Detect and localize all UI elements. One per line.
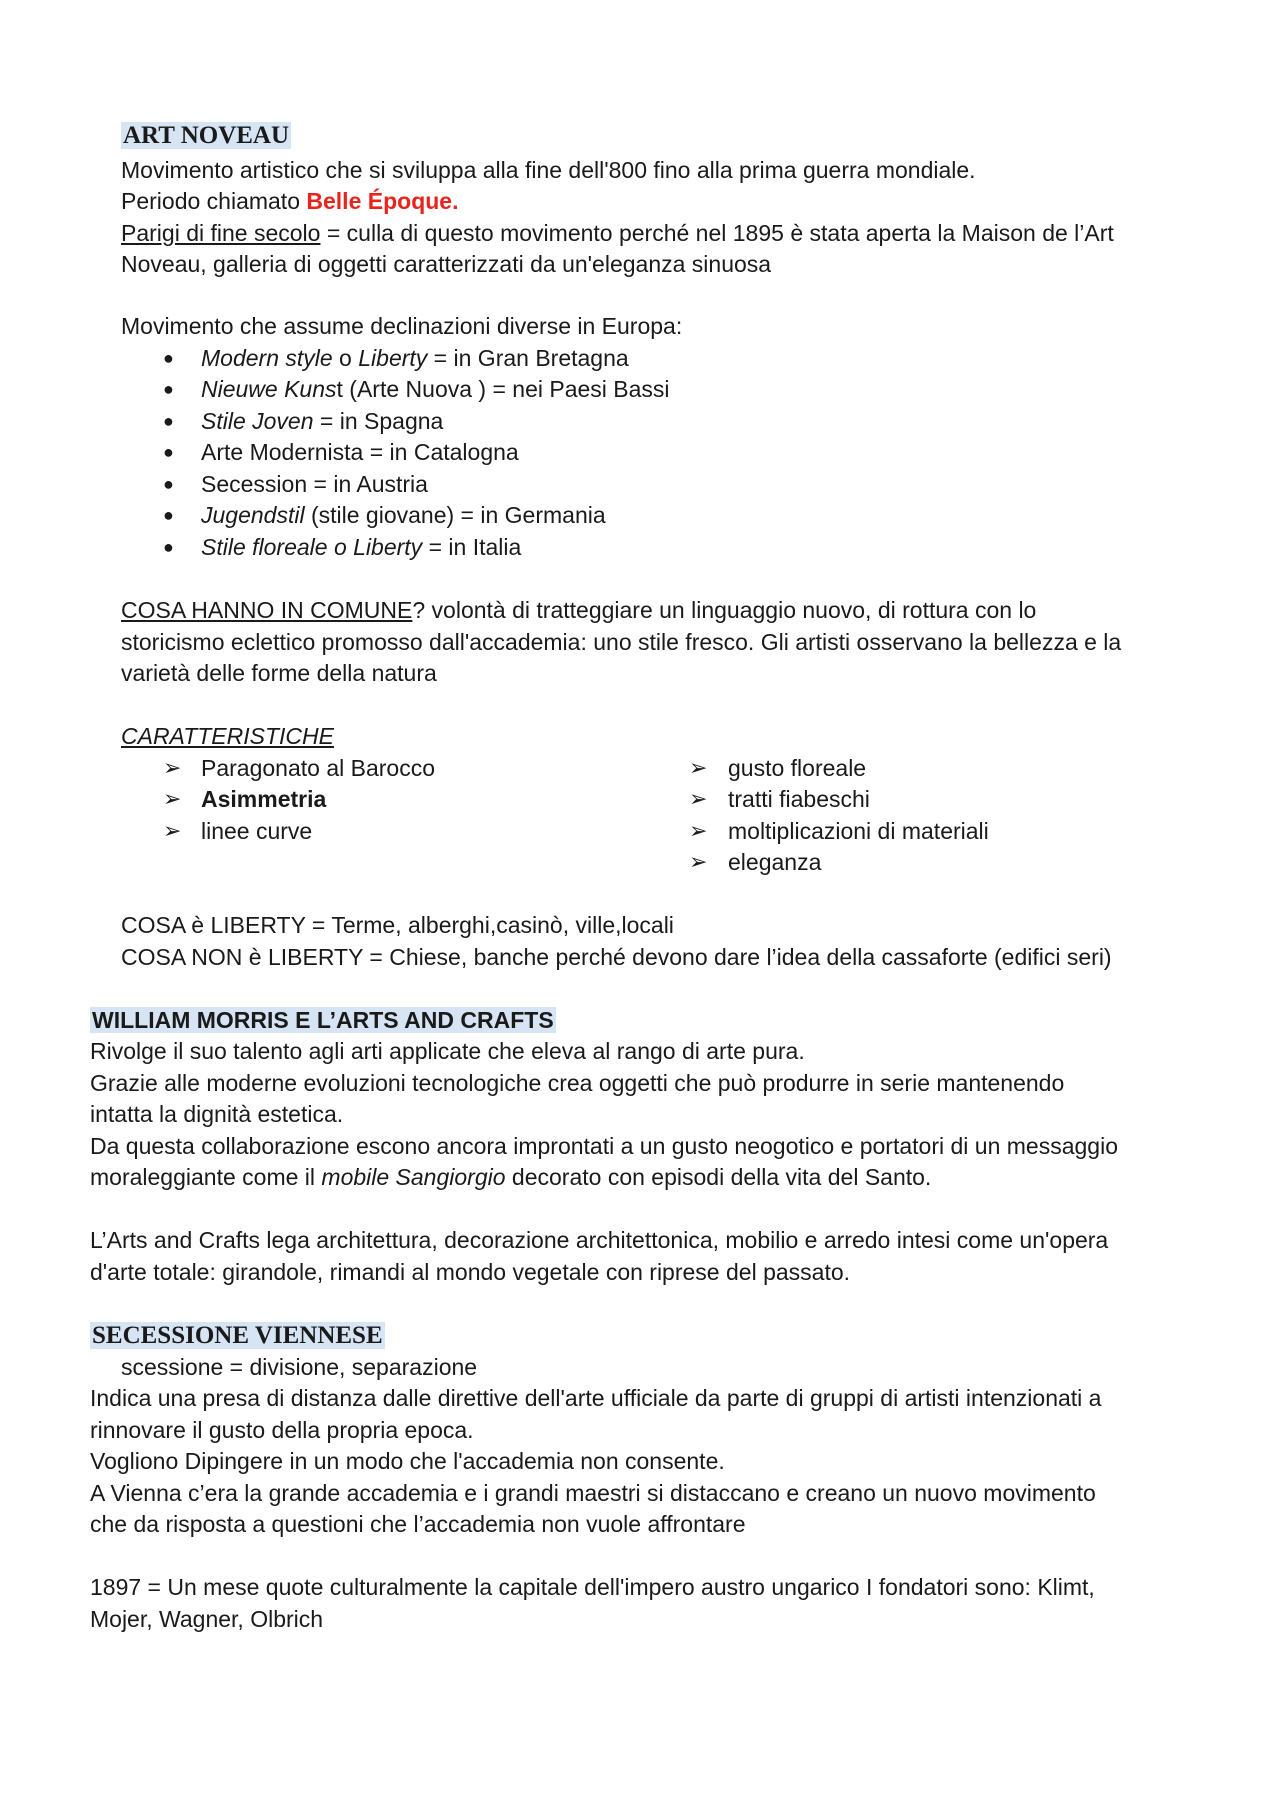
list-item: Jugendstil (stile giovane) = in Germania — [201, 502, 606, 528]
paragraph-line: Grazie alle moderne evoluzioni tecnologiche crea oggetti che può produrre in serie mantenendo — [90, 1070, 1065, 1096]
list-item: Nieuwe Kunst (Arte Nuova ) = nei Paesi Bassi — [201, 376, 670, 402]
paragraph-line: d'arte totale: girandole, rimandi al mondo vegetale con riprese del passato. — [90, 1259, 851, 1285]
list-item: Modern style o Liberty = in Gran Bretagna — [201, 345, 629, 371]
arrow-bullet-icon: ➢ — [689, 850, 708, 875]
subsection-label: CARATTERISTICHE — [121, 723, 334, 749]
arrow-bullet-icon: ➢ — [689, 756, 708, 781]
bullet-icon: ● — [163, 505, 174, 525]
paragraph-line: Mojer, Wagner, Olbrich — [90, 1606, 324, 1632]
bullet-icon: ● — [163, 411, 174, 431]
paragraph-line: COSA NON è LIBERTY = Chiese, banche perché devono dare l’idea della cassaforte (edifici seri) — [121, 944, 1112, 970]
section-title-morris: WILLIAM MORRIS E L’ARTS AND CRAFTS — [92, 1007, 554, 1033]
paragraph-line: varietà delle forme della natura — [121, 660, 437, 686]
list-item: Asimmetria — [201, 786, 327, 812]
paragraph-line: che da risposta a questioni che l’accademia non vuole affrontare — [90, 1511, 746, 1537]
bullet-icon: ● — [163, 348, 174, 368]
paragraph-line: Indica una presa di distanza dalle direttive dell'arte ufficiale da parte di gruppi di artisti intenzionati a — [90, 1385, 1102, 1411]
paragraph-line: Periodo chiamato Belle Époque. — [121, 188, 459, 214]
paragraph-line: Vogliono Dipingere in un modo che l'accademia non consente. — [90, 1448, 725, 1474]
list-item: gusto floreale — [728, 755, 867, 781]
paragraph-line: scessione = divisione, separazione — [121, 1354, 478, 1380]
underlined-term: COSA HANNO IN COMUNE — [121, 597, 413, 623]
paragraph-line: Parigi di fine secolo = culla di questo movimento perché nel 1895 è stata aperta la Maison de l’Art — [121, 220, 1114, 246]
list-item: Paragonato al Barocco — [201, 755, 435, 781]
list-item: Stile Joven = in Spagna — [201, 408, 444, 434]
arrow-bullet-icon: ➢ — [163, 787, 182, 812]
paragraph-line: 1897 = Un mese quote culturalmente la capitale dell'impero austro ungarico I fondatori sono: Klimt, — [90, 1574, 1095, 1600]
bullet-icon: ● — [163, 474, 174, 494]
paragraph-line: Movimento che assume declinazioni diverse in Europa: — [121, 313, 683, 339]
paragraph-line: storicismo eclettico promosso dall'accademia: uno stile fresco. Gli artisti osservano la bellezza e la — [121, 629, 1122, 655]
paragraph-line: L’Arts and Crafts lega architettura, decorazione architettonica, mobilio e arredo intesi come un'opera — [90, 1227, 1109, 1253]
paragraph-line: Rivolge il suo talento agli arti applicate che eleva al rango di arte pura. — [90, 1038, 805, 1064]
list-item: moltiplicazioni di materiali — [728, 818, 989, 844]
list-item: eleganza — [728, 849, 822, 875]
list-item: Secession = in Austria — [201, 471, 428, 497]
paragraph-line: COSA HANNO IN COMUNE? volontà di tratteggiare un linguaggio nuovo, di rottura con lo — [121, 597, 1037, 623]
arrow-bullet-icon: ➢ — [689, 787, 708, 812]
paragraph-line: intatta la dignità estetica. — [90, 1101, 344, 1127]
section-title-secessione: SECESSIONE VIENNESE — [92, 1322, 383, 1349]
underlined-term: Parigi di fine secolo — [121, 220, 321, 246]
paragraph-line: Da questa collaborazione escono ancora improntati a un gusto neogotico e portatori di un messaggio — [90, 1133, 1118, 1159]
list-item: tratti fiabeschi — [728, 786, 870, 812]
bullet-icon: ● — [163, 537, 174, 557]
section-title-art-noveau: ART NOVEAU — [123, 122, 290, 149]
highlighted-term: Belle Époque. — [306, 188, 459, 214]
arrow-bullet-icon: ➢ — [689, 819, 708, 844]
list-item: Arte Modernista = in Catalogna — [201, 439, 519, 465]
paragraph-line: moraleggiante come il mobile Sangiorgio decorato con episodi della vita del Santo. — [90, 1164, 932, 1190]
paragraph-line: Movimento artistico che si sviluppa alla fine dell'800 fino alla prima guerra mondiale. — [121, 157, 976, 183]
list-item: Stile floreale o Liberty = in Italia — [201, 534, 522, 560]
arrow-bullet-icon: ➢ — [163, 819, 182, 844]
paragraph-line: rinnovare il gusto della propria epoca. — [90, 1417, 474, 1443]
paragraph-line: A Vienna c’era la grande accademia e i grandi maestri si distaccano e creano un nuovo movimento — [90, 1480, 1096, 1506]
paragraph-line: COSA è LIBERTY = Terme, alberghi,casinò, ville,locali — [121, 912, 674, 938]
bullet-icon: ● — [163, 442, 174, 462]
arrow-bullet-icon: ➢ — [163, 756, 182, 781]
list-item: linee curve — [201, 818, 313, 844]
bullet-icon: ● — [163, 379, 174, 399]
paragraph-line: Noveau, galleria di oggetti caratterizzati da un'eleganza sinuosa — [121, 251, 772, 277]
